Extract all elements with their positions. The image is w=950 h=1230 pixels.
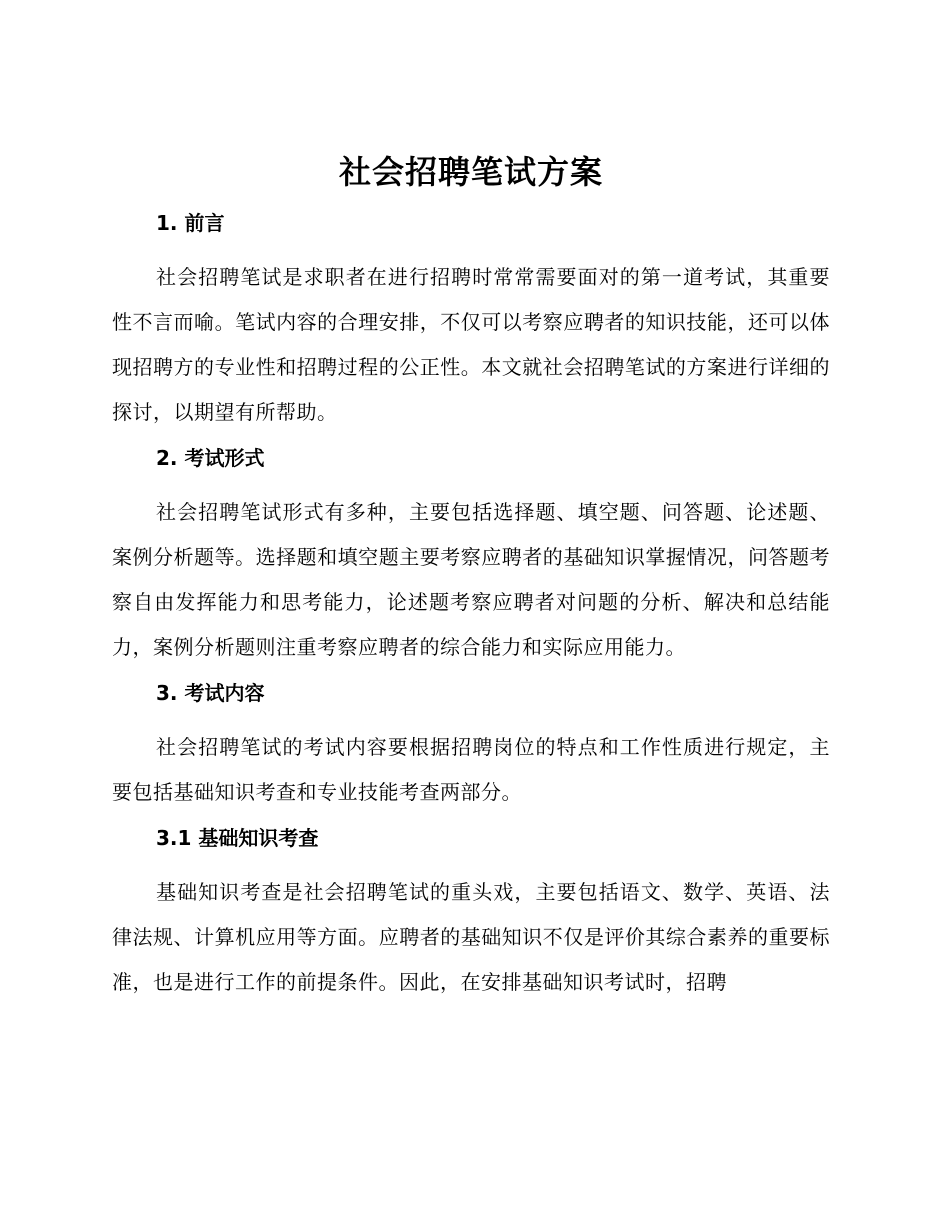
document-page	[112, 148, 830, 1013]
section-paragraph-exam-content: 社会招聘笔试的考试内容要根据招聘岗位的特点和工作性质进行规定，主要包括基础知识考查和专业技能考查两部分。	[112, 735, 830, 804]
document-title: 社会招聘笔试方案	[338, 153, 603, 191]
section-heading-exam-content: 3. 考试内容	[156, 681, 265, 705]
section-paragraph-preface: 社会招聘笔试是求职者在进行招聘时常常需要面对的第一道考试，其重要性不言而喻。笔试内容的合理安排，不仅可以考察应聘者的知识技能，还可以体现招聘方的专业性和招聘过程的公正性。本文就社会招聘笔试的方案进行详细的探讨，以期望有所帮助。	[112, 265, 830, 424]
section-heading-exam-format: 2. 考试形式	[156, 446, 265, 470]
section-paragraph-basic-knowledge: 基础知识考查是社会招聘笔试的重头戏，主要包括语文、数学、英语、法律法规、计算机应用等方面。应聘者的基础知识不仅是评价其综合素养的重要标准，也是进行工作的前提条件。因此，在安排基础知识考试时，招聘	[112, 880, 830, 994]
section-heading-basic-knowledge: 3.1 基础知识考查	[156, 826, 319, 850]
section-heading-preface: 1. 前言	[156, 211, 225, 235]
section-paragraph-exam-format: 社会招聘笔试形式有多种，主要包括选择题、填空题、问答题、论述题、案例分析题等。选择题和填空题主要考察应聘者的基础知识掌握情况，问答题考察自由发挥能力和思考能力，论述题考察应聘者对问题的分析、解决和总结能力，案例分析题则注重考察应聘者的综合能力和实际应用能力。	[112, 500, 830, 659]
